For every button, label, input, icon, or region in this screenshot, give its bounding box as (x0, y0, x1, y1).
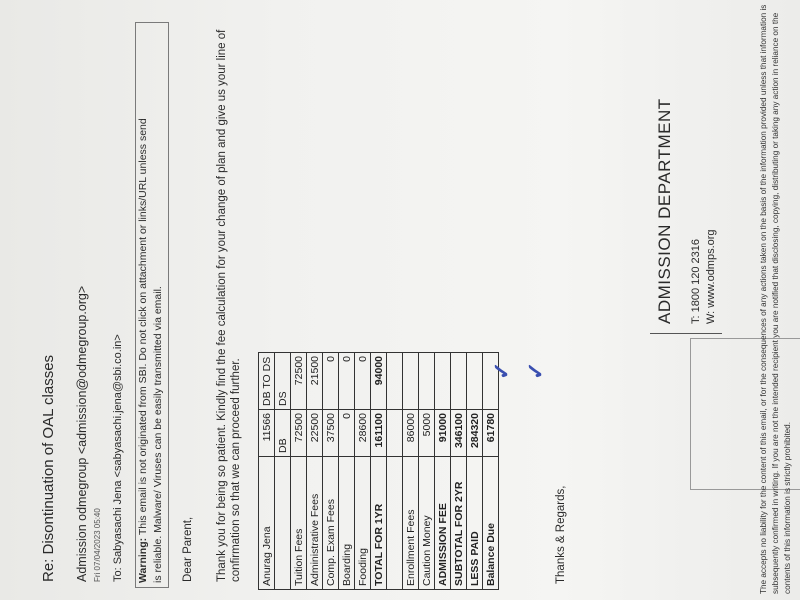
db-value: 91000 (435, 410, 451, 457)
row-label: Fooding (355, 457, 371, 590)
db-value: 0 (339, 410, 355, 457)
email-recipient: To: Sabyasachi Jena <sabyasachi.jena@sbi.co.in> (112, 334, 124, 582)
db-total: 161100 (371, 410, 387, 457)
row-label: Boarding (339, 457, 355, 590)
table-column-header-row (275, 353, 291, 590)
db-value: 37500 (323, 410, 339, 457)
table-total-row (371, 353, 387, 590)
row-label: Caution Money (419, 457, 435, 590)
ds-value: 0 (339, 353, 355, 410)
checkmark-icon: ✓ (523, 361, 548, 380)
email-date: Fri 07/04/2023 05:40 (93, 508, 102, 582)
table-row (339, 353, 355, 590)
table-row (291, 353, 307, 590)
ds-total: 94000 (371, 353, 387, 410)
db-value: 284320 (467, 410, 483, 457)
db-value: 72500 (291, 410, 307, 457)
row-label: ADMISSION FEE (435, 457, 451, 590)
fee-table (258, 352, 499, 590)
db-value: 28600 (355, 410, 371, 457)
row-label: SUBTOTAL FOR 2YR (451, 457, 467, 590)
ds-value: 0 (355, 353, 371, 410)
email-body: Thank you for being so patient. Kindly find the fee calculation for your change of plan and give us your line of confirmation so that we can proceed further. (216, 29, 242, 582)
department-phone: T: 1800 120 2316 (690, 238, 702, 324)
column-header-ds: DS (275, 353, 291, 410)
department-name: ADMISSION DEPARTMENT (655, 98, 674, 324)
warning-text-line2: is reliable. Malware/ Viruses can be easily transmitted via email. (152, 286, 164, 583)
db-value: 86000 (403, 410, 419, 457)
student-id-cell: 11566 (259, 410, 275, 457)
warning-label: Warning: (137, 537, 149, 583)
row-label: Comp. Exam Fees (323, 457, 339, 590)
row-label: Balance Due (483, 457, 499, 590)
table-row (307, 353, 323, 590)
row-label: Tuition Fees (291, 457, 307, 590)
table-row (467, 353, 483, 590)
table-row (451, 353, 467, 590)
table-row (323, 353, 339, 590)
email-disclaimer: The accepts no liability for the content of this email, or for the consequences of any actions taken on the basis of the information provided unless that information is subsequently confirmed in writing. If you are not the intended recipient you are notified that disclosing, copying, distributing or taking any action in reliance on the contents of this information is strictly prohibited. (759, 4, 793, 594)
table-row (403, 353, 419, 590)
row-label: Administrative Fees (307, 457, 323, 590)
column-header-db: DB (275, 410, 291, 457)
department-website: W: www.odmps.org (705, 229, 717, 324)
table-row (435, 353, 451, 590)
db-value: 346100 (451, 410, 467, 457)
table-spacer-row (387, 353, 403, 590)
greeting: Dear Parent, (182, 516, 194, 582)
table-header-row (259, 353, 275, 590)
db-value: 22500 (307, 410, 323, 457)
warning-banner (135, 22, 169, 588)
sign-off: Thanks & Regards, (555, 485, 567, 584)
student-name-cell: Anurag Jena (259, 457, 275, 590)
ds-value: 0 (323, 353, 339, 410)
table-row (355, 353, 371, 590)
ds-value: 72500 (291, 353, 307, 410)
db-value: 61780 (483, 410, 499, 457)
row-label: TOTAL FOR 1YR (371, 457, 387, 590)
ds-value: 21500 (307, 353, 323, 410)
row-label: Enrollment Fees (403, 457, 419, 590)
blank-cell (275, 457, 291, 590)
checkmark-icon: ✓ (489, 361, 514, 380)
db-value: 5000 (419, 410, 435, 457)
plan-cell: DB TO DS (259, 353, 275, 410)
table-row (419, 353, 435, 590)
row-label: LESS PAID (467, 457, 483, 590)
email-sender: Admission odmegroup <admission@odmegroup.org> (75, 285, 89, 582)
warning-text-line1: This email is not originated from SBI. Do not click on attachment or links/URL unless send (137, 118, 149, 538)
email-subject: Re: Disontinuation of OAL classes (40, 354, 57, 582)
table-row (483, 353, 499, 590)
signature-divider (650, 333, 722, 334)
